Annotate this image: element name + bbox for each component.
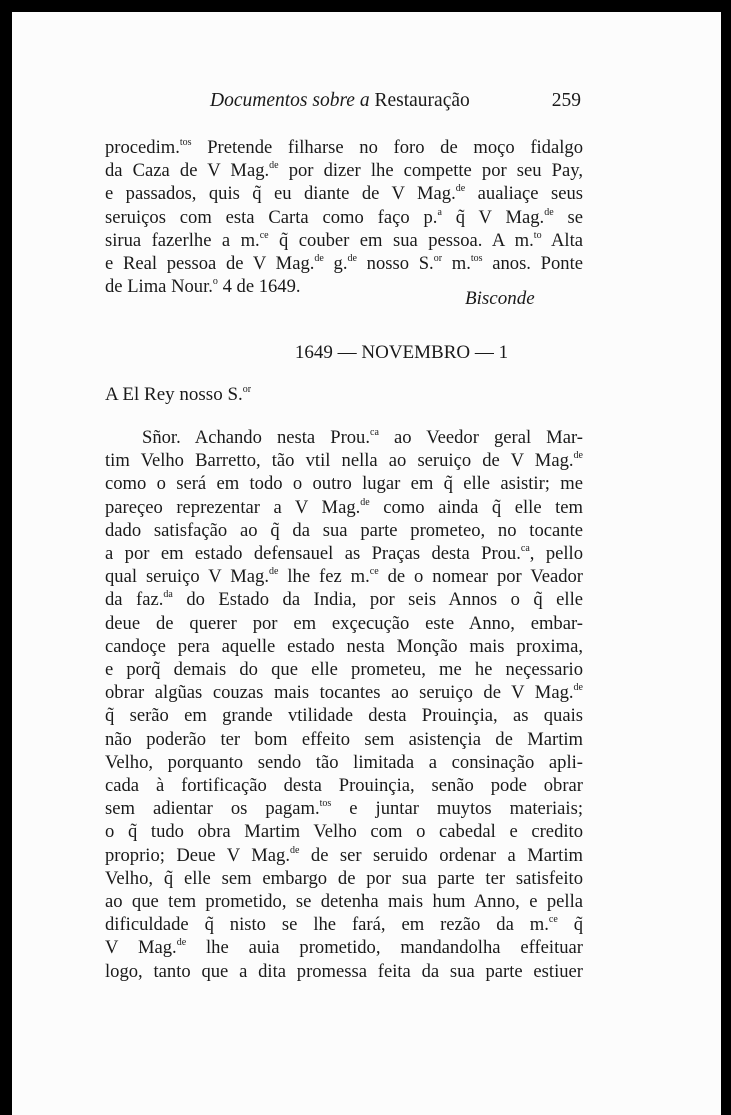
page-number: 259 bbox=[551, 90, 581, 111]
text-line: deue de querer por em exçecução este Anno, embar- bbox=[105, 612, 583, 634]
text-line: da faz.$^{da}$ do Estado da India, por seis Annos o q̃ elle bbox=[105, 589, 583, 611]
salutation: A El Rey nosso S.$^{or}$ bbox=[105, 384, 252, 405]
text-line: Velho, q̃ elle sem embargo de por sua parte ter satisfeito bbox=[105, 867, 583, 889]
text-line: dificuldade q̃ nisto se lhe fará, em rezão da m.$^{ce}$ q̃ bbox=[105, 914, 583, 936]
paragraph-1 bbox=[105, 136, 583, 298]
date-heading: 1649 — NOVEMBRO — 1 bbox=[294, 342, 509, 363]
text-line: V Mag.$^{de}$ lhe auia prometido, mandandolha effeituar bbox=[105, 937, 583, 959]
text-line: qual seruiço V Mag.$^{de}$ lhe fez m.$^{ce}$ de o nomear por Veador bbox=[105, 566, 583, 588]
text-line: e passados, quis q̃ eu diante de V Mag.$^{de}$ aualiaçe seus bbox=[105, 183, 583, 205]
running-title: Documentos sobre a Restauração bbox=[210, 90, 470, 111]
text-line: dado satisfação ao q̃ da sua parte prometeo, no tocante bbox=[105, 519, 583, 541]
text-line: ao que tem prometido, se detenha mais hum Anno, e pella bbox=[105, 891, 583, 913]
running-header bbox=[210, 90, 581, 112]
text-line: sirua fazerlhe a m.$^{ce}$ q̃ couber em sua pessoa. A m.$^{to}$ Alta bbox=[105, 229, 584, 251]
text-line: candoçe pera aquelle estado nesta Monção mais proxima, bbox=[105, 635, 583, 657]
signature: Bisconde bbox=[465, 288, 535, 309]
paragraph-2 bbox=[105, 426, 583, 983]
text-line: obrar algũas couzas mais tocantes ao seruiço de V Mag.$^{de}$ bbox=[105, 682, 583, 704]
text-line: o q̃ tudo obra Martim Velho com o cabedal e credito bbox=[105, 821, 583, 843]
text-line: e porq̃ demais do que elle prometeu, me he neçessario bbox=[105, 659, 583, 681]
text-line: cada à fortificação desta Prouinçia, senão pode obrar bbox=[105, 775, 583, 797]
text-line: seruiços com esta Carta como faço p.$^a$ q̃ V Mag.$^{de}$ se bbox=[105, 206, 584, 228]
text-line: proprio; Deue V Mag.$^{de}$ de ser seruido ordenar a Martim bbox=[105, 844, 583, 866]
text-line: a por em estado defensauel as Praças desta Prou.$^{ca}$, pello bbox=[105, 543, 583, 565]
text-line: logo, tanto que a dita promessa feita da sua parte estiuer bbox=[105, 960, 583, 982]
text-line: da Caza de V Mag.$^{de}$ por dizer lhe compette por seu Pay, bbox=[105, 160, 584, 182]
text-line: pareçeo reprezentar a V Mag.$^{de}$ como ainda q̃ elle tem bbox=[105, 496, 583, 518]
text-line: sem adientar os pagam.$^{tos}$ e juntar muytos materiais; bbox=[105, 798, 583, 820]
text-line: não poderão ter bom effeito sem asistençia de Martim bbox=[105, 728, 583, 750]
text-line: procedim.$^{tos}$ Pretende filharse no foro de moço fidalgo bbox=[105, 137, 583, 158]
text-line: e Real pessoa de V Mag.$^{de}$ g.$^{de}$ nosso S.$^{or}$ m.$^{tos}$ anos. Ponte bbox=[105, 253, 584, 275]
text-line: Sñor. Achando nesta Prou.$^{ca}$ ao Veedor geral Mar- bbox=[142, 427, 583, 448]
text-line: q̃ serão em grande vtilidade desta Prouinçia, as quais bbox=[105, 705, 583, 727]
text-line: tim Velho Barretto, tão vtil nella ao seruiço de V Mag.$^{de}$ bbox=[105, 450, 583, 472]
text-line: de Lima Nour.$^o$ 4 de 1649. bbox=[105, 276, 301, 298]
page bbox=[12, 12, 721, 1115]
text-line: como o será em todo o outro lugar em q̃ elle asistir; me bbox=[105, 473, 583, 495]
text-line: Velho, porquanto sendo tão limitada a consinação apli- bbox=[105, 751, 583, 773]
